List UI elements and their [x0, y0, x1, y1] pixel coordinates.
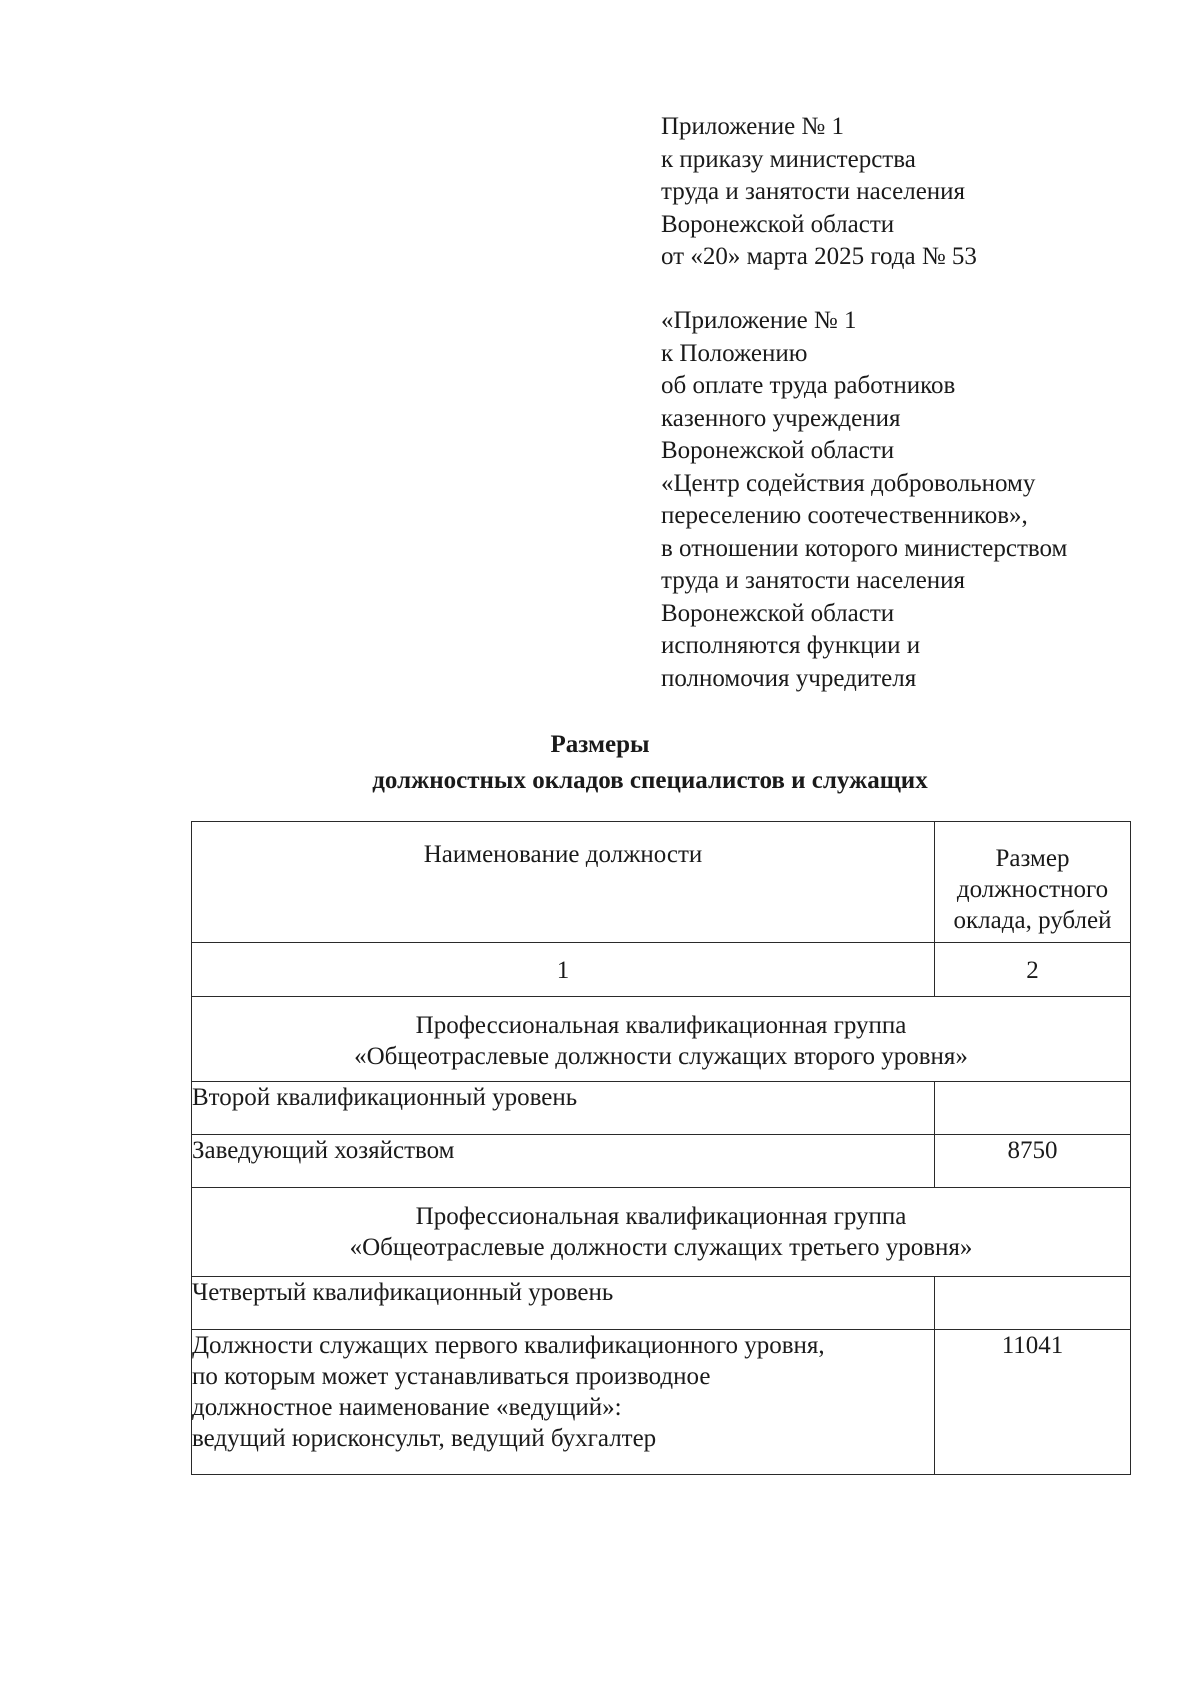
position-name-line: Должности служащих первого квалификационного уровня,: [192, 1332, 825, 1359]
appendix-regulation-line: труда и занятости населения: [661, 567, 966, 594]
column-number-cell: [935, 943, 1131, 997]
appendix-regulation-line: переселению соотечественников»,: [661, 502, 1028, 529]
header-cell-salary-size: [935, 822, 1131, 943]
qualification-level-cell: Второй квалификационный уровень: [192, 1082, 935, 1135]
group-title-row: [192, 997, 1131, 1082]
header-salary-size-text: [935, 822, 1130, 936]
appendix-regulation-line: казенного учреждения: [661, 404, 901, 432]
column-number: 1: [556, 957, 570, 984]
header-position-name-text: Наименование должности: [423, 841, 703, 868]
document-subtitle-line: должностных окладов специалистов и служащих: [372, 767, 928, 794]
group-title-line: Профессиональная квалификационная группа: [415, 1203, 907, 1230]
position-name-line: должностное наименование «ведущий»:: [192, 1394, 622, 1421]
appendix-regulation-block: [661, 305, 1067, 695]
appendix-regulation-line: Воронежской области: [661, 599, 895, 627]
position-name-line: по которым может устанавливаться производное: [192, 1363, 711, 1390]
group-title-line: «Общеотраслевые должности служащих второго уровня»: [354, 1043, 968, 1070]
appendix-regulation-line: в отношении которого министерством: [661, 534, 1068, 562]
column-number-cell: [192, 943, 935, 997]
group-title-line: Профессиональная квалификационная группа: [415, 1012, 907, 1039]
column-number: 2: [1026, 957, 1039, 984]
position-name-cell: Заведующий хозяйством: [192, 1135, 935, 1188]
qualification-level-cell: Четвертый квалификационный уровень: [192, 1277, 935, 1330]
appendix-order-line: Приложение № 1: [661, 113, 845, 140]
position-name-line: ведущий юрисконсульт, ведущий бухгалтер: [192, 1425, 657, 1452]
salary-table: [191, 821, 1131, 1475]
appendix-order-line: к приказу министерства: [661, 145, 916, 173]
header-salary-line: Размер: [995, 845, 1070, 872]
column-number-row: [192, 943, 1131, 997]
header-salary-line: должностного: [956, 876, 1109, 903]
position-name-cell: [192, 1330, 935, 1475]
position-salary-cell: 11041: [935, 1330, 1131, 1475]
position-row: [192, 1135, 1131, 1188]
appendix-regulation-line: исполняются функции и: [661, 632, 921, 659]
appendix-regulation-line: об оплате труда работников: [661, 372, 956, 399]
header-cell-position-name: [192, 822, 935, 943]
position-row: [192, 1330, 1131, 1475]
appendix-order-block: [661, 111, 977, 274]
appendix-regulation-line: Воронежской области: [661, 437, 895, 464]
empty-salary-cell: [935, 1277, 1131, 1330]
header-salary-line: оклада, рублей: [953, 907, 1112, 934]
group-title-cell: [192, 997, 1131, 1082]
qualification-level-row: [192, 1082, 1131, 1135]
appendix-regulation-line: «Центр содействия добровольному: [661, 469, 1036, 497]
appendix-order-line: от «20» марта 2025 года № 53: [661, 243, 977, 270]
group-title-row: [192, 1188, 1131, 1277]
appendix-regulation-line: к Положению: [661, 339, 808, 367]
group-title-line: «Общеотраслевые должности служащих третьего уровня»: [349, 1234, 973, 1261]
appendix-order-line: Воронежской области: [661, 210, 895, 238]
empty-salary-cell: [935, 1082, 1131, 1135]
appendix-regulation-line: «Приложение № 1: [661, 307, 857, 334]
position-salary-cell: 8750: [935, 1135, 1131, 1188]
document-title-line: Размеры: [550, 731, 650, 758]
qualification-level-row: [192, 1277, 1131, 1330]
appendix-order-line: труда и занятости населения: [661, 178, 966, 205]
table-header-row: [192, 822, 1131, 943]
group-title-cell: [192, 1188, 1131, 1277]
document-title: [0, 728, 1200, 798]
appendix-regulation-line: полномочия учредителя: [661, 664, 917, 692]
